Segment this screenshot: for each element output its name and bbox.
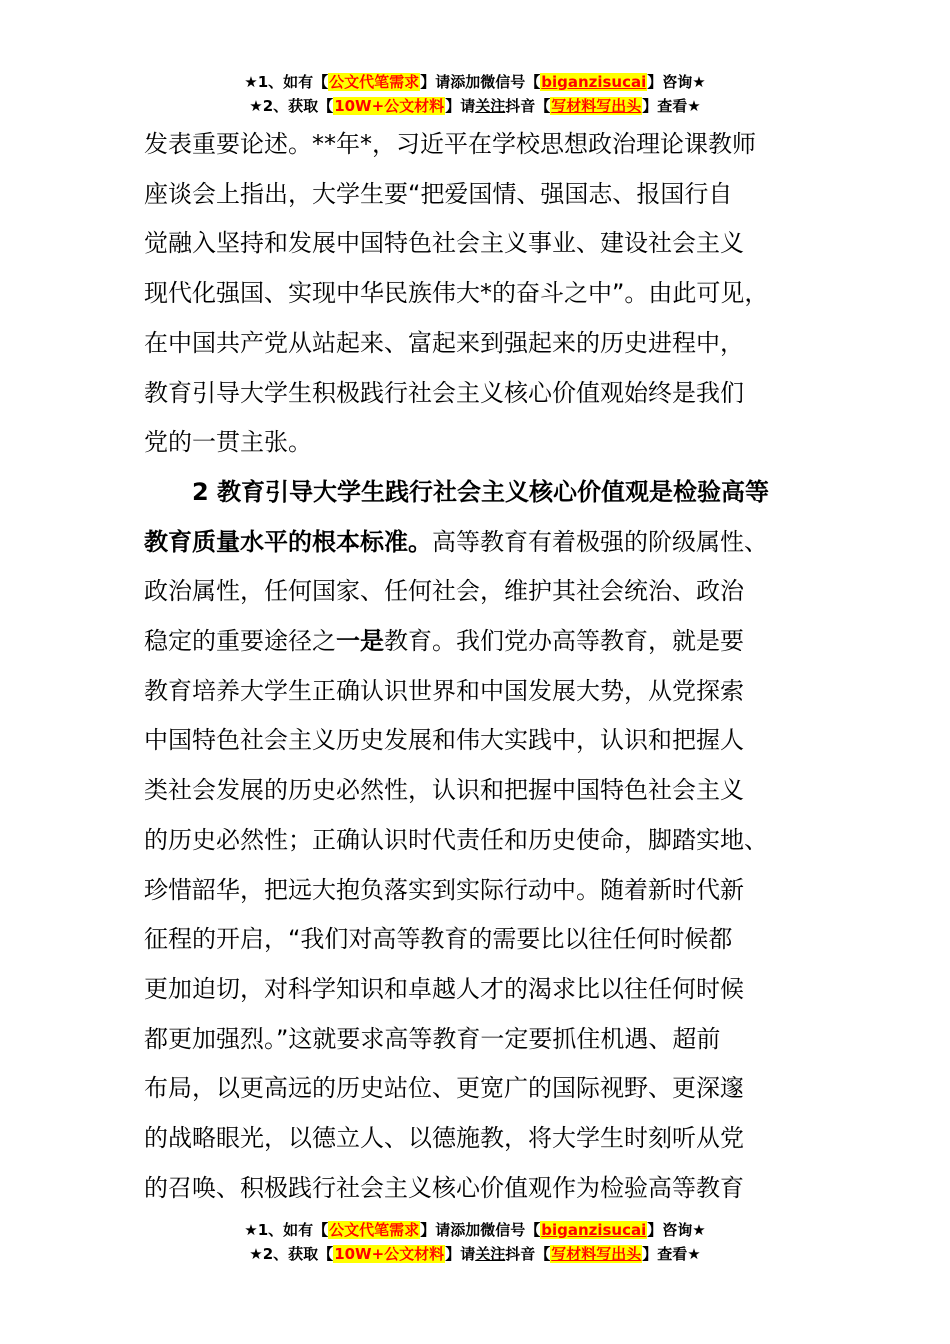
footer-banner: [0, 1218, 950, 1266]
paragraph-2: [144, 468, 816, 1214]
emphasis-text: 一是: [336, 627, 384, 656]
highlight-wechat-id[interactable]: biganzisucai: [541, 1221, 647, 1239]
text-line: 教育质量水平的根本标准。高等教育有着极强的阶级属性、: [144, 527, 768, 556]
text-line: 政治属性，任何国家、任何社会，维护其社会统治、政治: [144, 577, 744, 606]
text-line: 座谈会上指出，大学生要“把爱国情、强国志、报国行自: [144, 179, 733, 208]
text-line: 党的一贯主张。: [144, 428, 312, 457]
banner-line-2: ★2、获取【10W+公文材料】请关注抖音【写材料写出头】查看★: [249, 97, 701, 115]
text-line: 现代化强国、实现中华民族伟大*的奋斗之中”。由此可见，: [144, 279, 769, 308]
text-line: 的历史必然性；正确认识时代责任和历史使命，脚踏实地、: [144, 825, 768, 854]
highlight-service-request: 公文代笔需求: [329, 1221, 420, 1239]
highlight-materials: 10W+公文材料: [334, 1245, 445, 1263]
text-line: 布局，以更高远的历史站位、更宽广的国际视野、更深邃: [144, 1074, 744, 1103]
banner-line-2: ★2、获取【10W+公文材料】请关注抖音【写材料写出头】查看★: [249, 1245, 701, 1263]
highlight-materials: 10W+公文材料: [334, 97, 445, 115]
section-heading: 2 教育引导大学生践行社会主义核心价值观是检验高等: [192, 477, 770, 506]
text-line: 珍惜韶华，把远大抱负落实到实际行动中。随着新时代新: [144, 875, 744, 904]
text-line: 觉融入坚持和发展中国特色社会主义事业、建设社会主义: [144, 229, 744, 258]
paragraph-1: [144, 120, 816, 468]
section-heading-continued: 教育质量水平的根本标准。: [144, 527, 432, 556]
text-line: 教育引导大学生积极践行社会主义核心价值观始终是我们: [144, 378, 744, 407]
text-line: 的战略眼光，以德立人、以德施教，将大学生时刻听从党: [144, 1124, 744, 1153]
text-line: 类社会发展的历史必然性，认识和把握中国特色社会主义: [144, 776, 744, 805]
highlight-douyin-account[interactable]: 写材料写出头: [551, 97, 642, 115]
text-line: 中国特色社会主义历史发展和伟大实践中，认识和把握人: [144, 726, 744, 755]
text-line: 稳定的重要途径之一是教育。我们党办高等教育，就是要: [144, 627, 744, 656]
text-line: 在中国共产党从站起来、富起来到强起来的历史进程中，: [144, 328, 744, 357]
text-line: 征程的开启，“我们对高等教育的需要比以往任何时候都: [144, 925, 733, 954]
highlight-service-request: 公文代笔需求: [329, 73, 420, 91]
banner-line-1: ★1、如有【公文代笔需求】请添加微信号【biganzisucai】咨询★: [244, 1221, 706, 1239]
highlight-wechat-id[interactable]: biganzisucai: [541, 73, 647, 91]
header-banner: [0, 70, 950, 118]
document-body: [144, 120, 816, 1213]
banner-line-1: ★1、如有【公文代笔需求】请添加微信号【biganzisucai】咨询★: [244, 73, 706, 91]
text-line: 教育培养大学生正确认识世界和中国发展大势，从党探索: [144, 676, 744, 705]
text-line: 的召唤、积极践行社会主义核心价值观作为检验高等教育: [144, 1173, 744, 1202]
highlight-douyin-account[interactable]: 写材料写出头: [551, 1245, 642, 1263]
text-line: 都更加强烈。”这就要求高等教育一定要抓住机遇、超前: [144, 1024, 721, 1053]
text-line: 更加迫切，对科学知识和卓越人才的渴求比以往任何时候: [144, 974, 744, 1003]
text-line: 发表重要论述。**年*，习近平在学校思想政治理论课教师: [144, 130, 756, 158]
